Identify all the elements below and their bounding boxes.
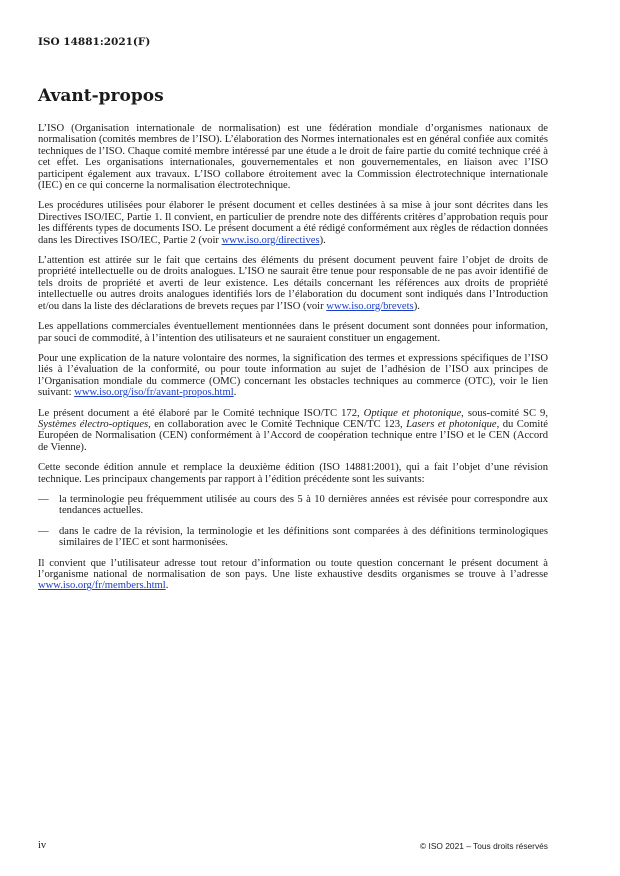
members-link[interactable]: www.iso.org/fr/members.html	[38, 580, 166, 592]
paragraph-patents	[38, 255, 548, 312]
paragraph-edition: Cette seconde édition annule et remplace la deuxième édition (ISO 14881:2001), qui a fait l’objet d’une révision technique. Les principaux changements par rapport à l’édition précédente sont les suivants:	[38, 462, 548, 485]
paragraph-voluntary-nature	[38, 353, 548, 399]
list-item	[38, 526, 548, 549]
page-number: iv	[38, 840, 47, 851]
paragraph-patents-end: ).	[413, 300, 420, 312]
changes-list	[38, 494, 548, 549]
paragraph-feedback-text: Il convient que l’utilisateur adresse tout retour d’information ou toute question concernant le présent document à l’organisme national de normalisation de son pays. Une liste exhaustive desdits organismes se trouve à l’adresse	[38, 557, 548, 580]
paragraph-voluntary-text: Pour une explication de la nature volontaire des normes, la signification des termes et expressions spécifiques de l’ISO liés à l’évaluation de la conformité, ou pour toute information au sujet de l’adhésion de l’ISO aux principes de l’Organisation mondiale du commerce (OMC) concernant les obstacles techniques au commerce (OTC), voir le lien suivant:	[38, 352, 548, 399]
patents-link[interactable]: www.iso.org/brevets	[326, 300, 414, 312]
directives-link[interactable]: www.iso.org/directives	[221, 234, 320, 246]
foreword-body	[38, 123, 548, 601]
dash-bullet: —	[38, 525, 49, 537]
committee-text-g: , du Comité Européen de Normalisation (CEN) conformément à l’Accord de coopération technique entre l’ISO et le CEN (Accord de Vienne).	[38, 418, 548, 453]
committee-text-c: , sous-comité SC 9,	[461, 407, 548, 419]
dash-bullet: —	[38, 493, 49, 505]
committee-tc-name: Optique et photonique	[363, 407, 462, 419]
paragraph-trade-names: Les appellations commerciales éventuellement mentionnées dans le présent document sont données pour information, par souci de commodité, à l’intention des utilisateurs et ne sauraient constituer un engagement.	[38, 321, 548, 344]
page-title: Avant-propos	[38, 86, 164, 106]
paragraph-procedures-end: ).	[319, 234, 326, 246]
paragraph-feedback-end: .	[165, 580, 169, 592]
paragraph-voluntary-end: .	[233, 387, 237, 399]
list-item-text: la terminologie peu fréquemment utilisée au cours des 5 à 10 dernières années est révisée pour correspondre aux tendances actuelles.	[59, 493, 548, 517]
list-item	[38, 494, 548, 517]
paragraph-patents-text: L’attention est attirée sur le fait que certains des éléments du présent document peuvent faire l’objet de droits de propriété intellectuelle ou de droits analogues. L’ISO ne saurait être tenue pour responsable de ne pas avoir identifié de tels droits de propriété et averti de leur existence. Les détails concernant les références aux droits de propriété intellectuelle ou autres droits analogues identifiés lors de l’élaboration du document sont indiqués dans l’Introduction et/ou dans la liste des déclarations de brevets reçues par l’ISO (voir	[38, 255, 548, 312]
paragraph-iso-intro: L’ISO (Organisation internationale de normalisation) est une fédération mondiale d’organismes nationaux de normalisation (comités membres de l’ISO). L’élaboration des Normes internationales est en général confiée aux comités techniques de l’ISO. Chaque comité membre intéressé par une étude a le droit de faire partie du comité technique créé à cet effet. Les organisations internationales, gouvernementales et non gouvernementales, en liaison avec l’ISO participent également aux travaux. L’ISO collabore étroitement avec la Commission électrotechnique internationale (IEC) en ce qui concerne la normalisation électrotechnique.	[38, 123, 548, 192]
foreword-info-link[interactable]: www.iso.org/iso/fr/avant-propos.html	[74, 387, 234, 399]
committee-sc-name: Systèmes électro-optiques	[38, 418, 149, 430]
committee-text-a: Le présent document a été élaboré par le Comité technique ISO/TC 172,	[38, 407, 364, 419]
paragraph-procedures-text: Les procédures utilisées pour élaborer le présent document et celles destinées à sa mise à jour sont décrites dans les Directives ISO/IEC, Partie 1. Il convient, en particulier de prendre note des différents critères d’approbation requis pour les différents types de documents ISO. Le présent document a été rédigé conformément aux règles de rédaction données dans les Directives ISO/IEC, Partie 2 (voir	[38, 200, 548, 246]
committee-text-e: , en collaboration avec le Comité Technique CEN/TC 123,	[148, 418, 407, 430]
paragraph-committee	[38, 408, 548, 454]
paragraph-feedback	[38, 558, 548, 592]
committee-cen-name: Lasers et photonique	[406, 418, 497, 430]
copyright-notice: © ISO 2021 – Tous droits réservés	[420, 841, 548, 851]
document-identifier: ISO 14881:2021(F)	[38, 36, 151, 48]
paragraph-procedures	[38, 200, 548, 246]
list-item-text: dans le cadre de la révision, la terminologie et les définitions sont comparées à des définitions terminologiques similaires de l’IEC et sont harmonisées.	[59, 525, 548, 549]
